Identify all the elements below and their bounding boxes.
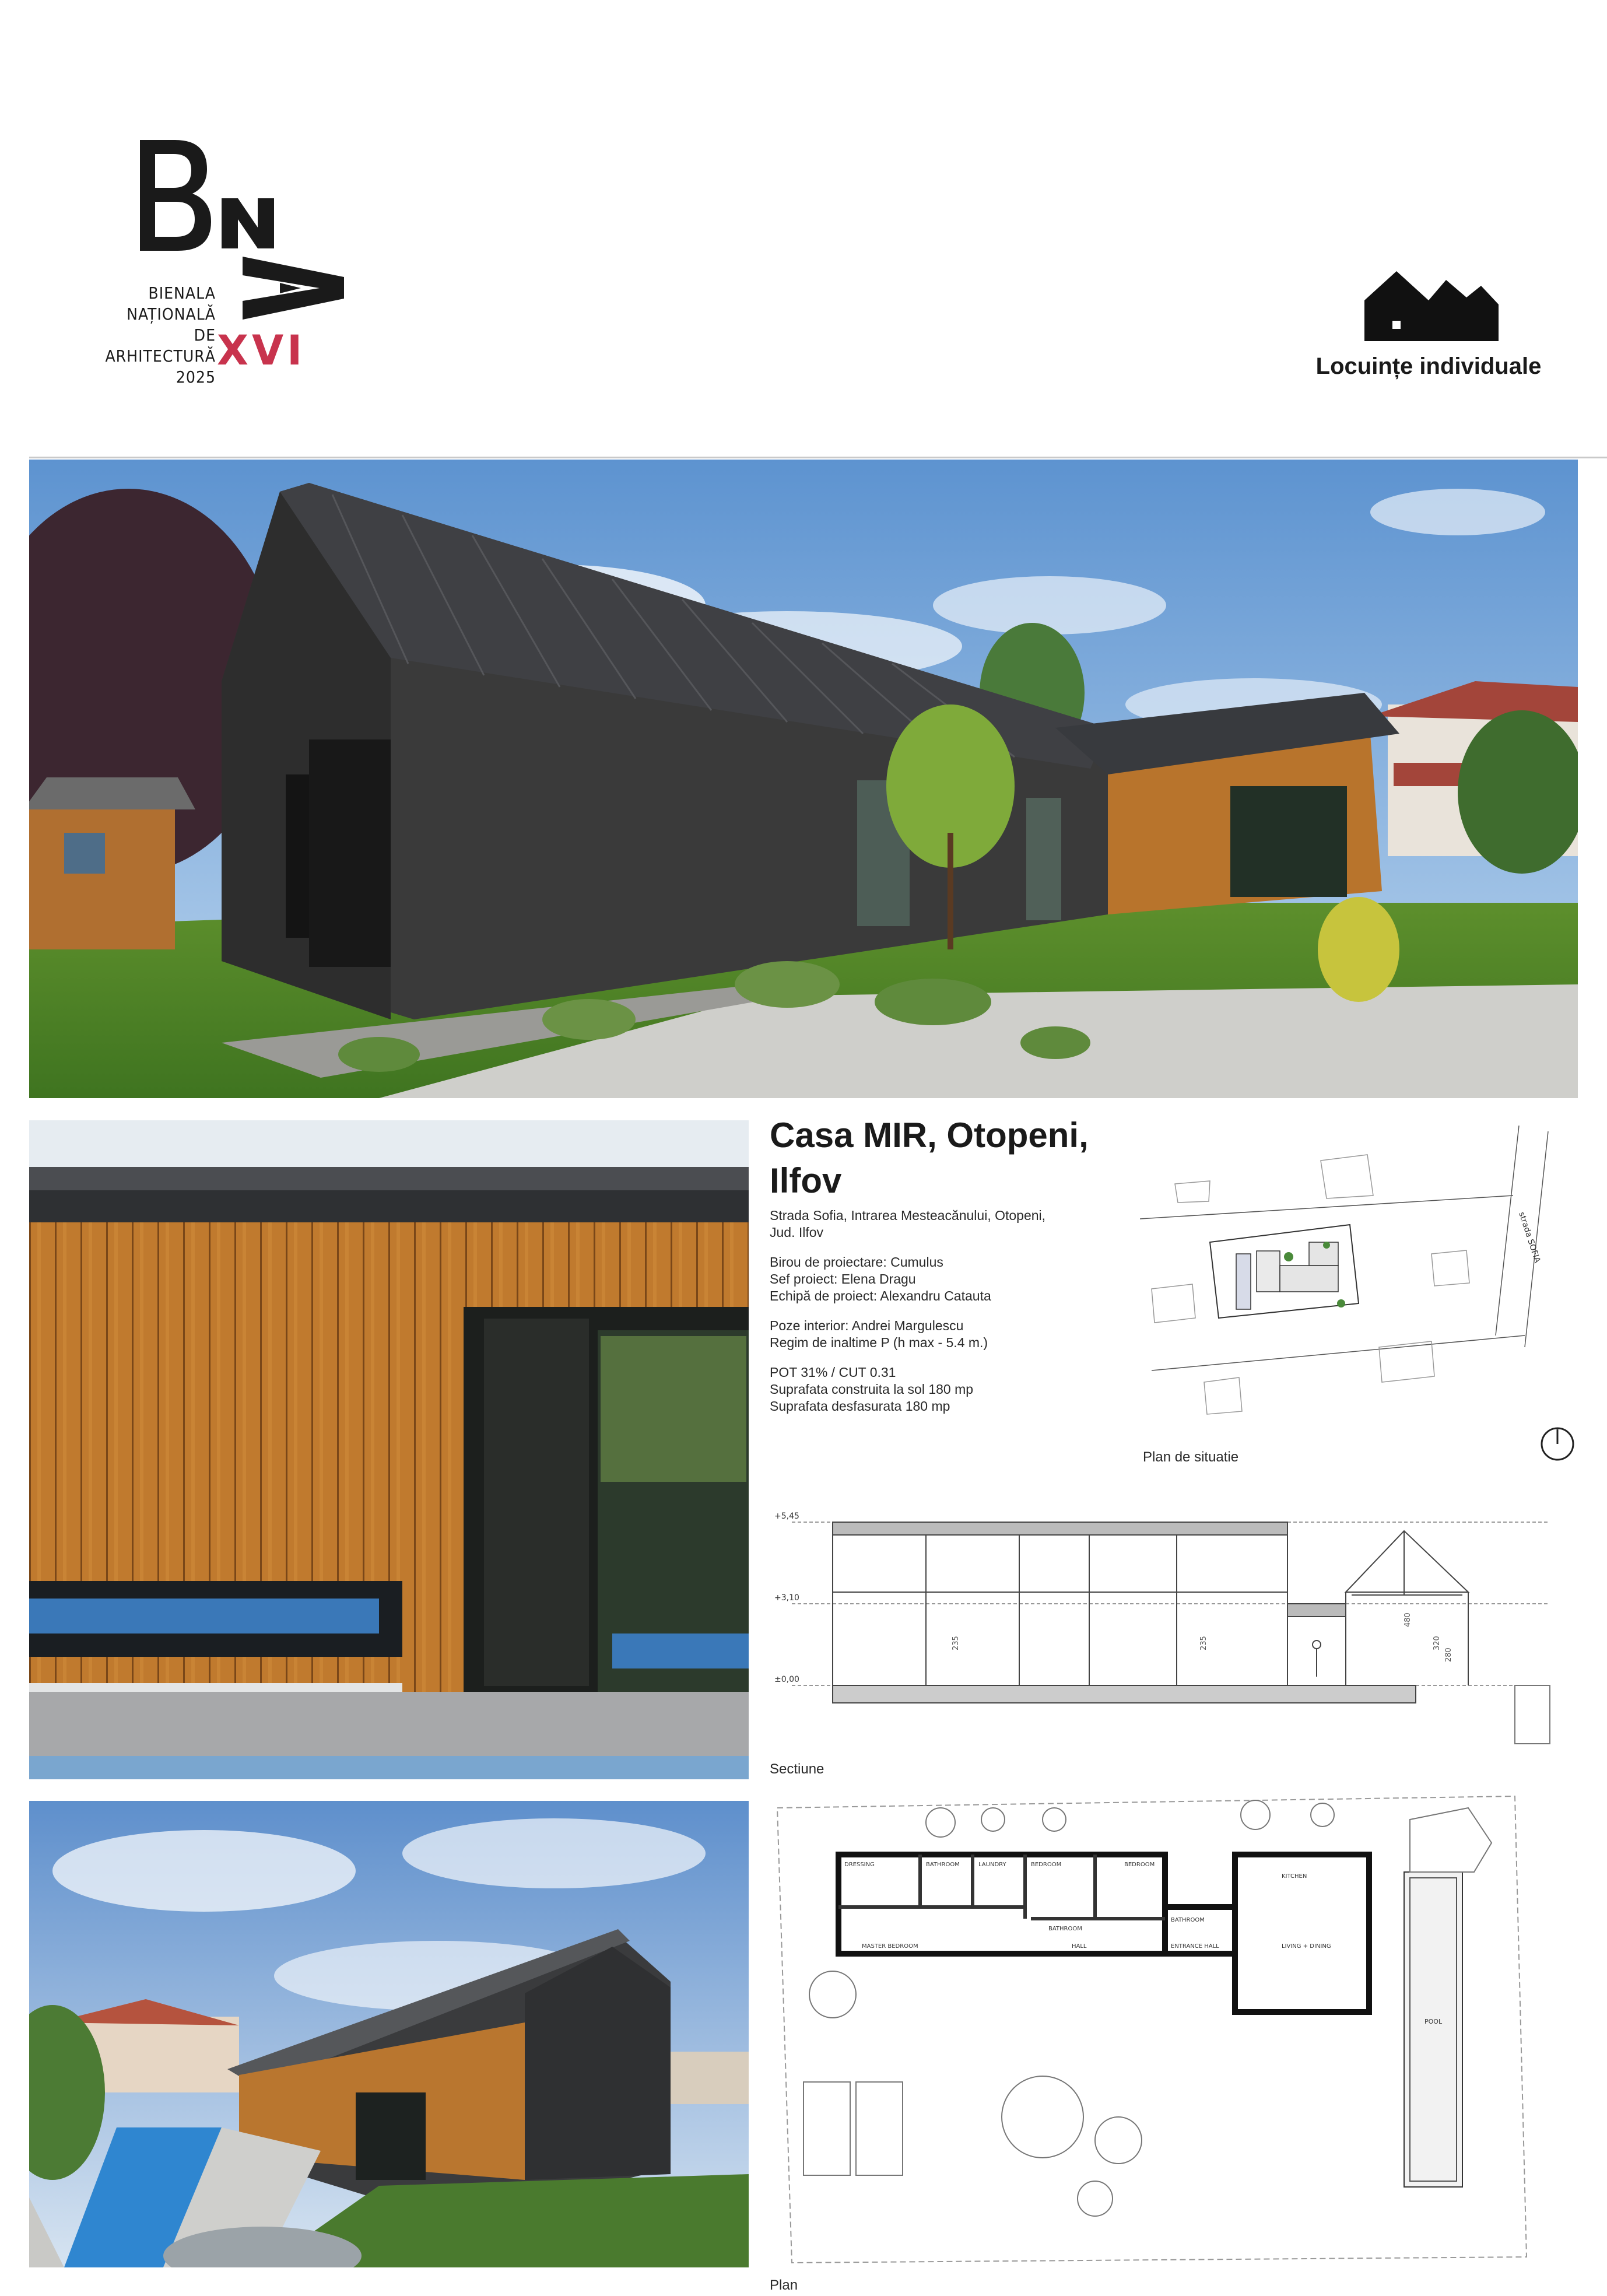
level-label: ±0,00 [774, 1675, 799, 1684]
address-line: Strada Sofia, Intrarea Mesteacănului, Otopeni, [770, 1208, 1046, 1223]
photo-credit-block [770, 1317, 1143, 1351]
credit-line: Regim de inaltime P (h max - 5.4 m.) [770, 1335, 988, 1350]
north-arrow-icon [1539, 1426, 1576, 1462]
room-label: HALL [1072, 1943, 1087, 1950]
stats-line: POT 31% / CUT 0.31 [770, 1365, 896, 1380]
plan-caption: Plan [770, 2277, 798, 2293]
floor-plan-drawing [769, 1790, 1579, 2269]
credit-line: Poze interior: Andrei Margulescu [770, 1318, 964, 1333]
team-line: Echipă de proiect: Alexandru Catauta [770, 1288, 991, 1303]
team-block [770, 1254, 1143, 1305]
project-info [770, 1207, 1143, 1428]
site-plan-drawing [1140, 1126, 1571, 1440]
stats-line: Suprafata construita la sol 180 mp [770, 1382, 974, 1397]
houses-silhouette-icon [1364, 268, 1499, 341]
logo-text [105, 283, 216, 388]
edition-number: XVI [217, 327, 306, 374]
hero-photo [29, 460, 1578, 1098]
dimension-label: 280 [1444, 1647, 1453, 1662]
room-label: ENTRANCE HALL [1171, 1943, 1219, 1950]
project-title [770, 1113, 1178, 1204]
dimension-label: 235 [1199, 1636, 1208, 1650]
room-label: BEDROOM [1124, 1862, 1155, 1868]
logo-year: 2025 [176, 367, 216, 387]
team-line: Birou de proiectare: Cumulus [770, 1254, 943, 1270]
section-caption: Sectiune [770, 1761, 824, 1777]
category-label: Locuințe individuale [1315, 353, 1542, 379]
header-divider [29, 457, 1607, 458]
room-label: KITCHEN [1282, 1873, 1307, 1880]
room-label: BATHROOM [1171, 1917, 1205, 1923]
logo-line: NAȚIONALĂ [127, 304, 216, 324]
room-label: LAUNDRY [978, 1862, 1006, 1868]
room-label: BEDROOM [1031, 1862, 1062, 1868]
room-label: BATHROOM [1048, 1926, 1082, 1932]
room-label: DRESSING [844, 1862, 875, 1868]
project-title-line: Ilfov [770, 1161, 842, 1200]
bna-logo [105, 134, 350, 408]
project-title-line: Casa MIR, Otopeni, [770, 1116, 1089, 1155]
team-line: Sef proiect: Elena Dragu [770, 1271, 916, 1287]
level-label: +3,10 [774, 1593, 799, 1603]
site-street-label: strada SOFIA [1517, 1211, 1542, 1264]
address-block [770, 1207, 1143, 1241]
stats-line: Suprafata desfasurata 180 mp [770, 1398, 950, 1414]
logo-line: ARHITECTURĂ [105, 346, 216, 366]
room-label: POOL [1424, 2018, 1443, 2025]
dimension-label: 320 [1433, 1636, 1441, 1650]
address-line: Jud. Ilfov [770, 1225, 824, 1240]
level-label: +5,45 [774, 1512, 799, 1521]
section-drawing [769, 1475, 1556, 1750]
dimension-label: 480 [1404, 1613, 1412, 1627]
site-plan-caption: Plan de situatie [1143, 1449, 1239, 1465]
room-label: LIVING + DINING [1282, 1943, 1331, 1950]
facade-photo [29, 1120, 749, 1779]
logo-line: DE [194, 325, 216, 345]
room-label: BATHROOM [926, 1862, 960, 1868]
pool-photo [29, 1801, 749, 2267]
logo-line: BIENALA [148, 283, 216, 303]
room-label: MASTER BEDROOM [862, 1943, 918, 1950]
stats-block [770, 1364, 1143, 1415]
dimension-label: 235 [952, 1636, 960, 1650]
